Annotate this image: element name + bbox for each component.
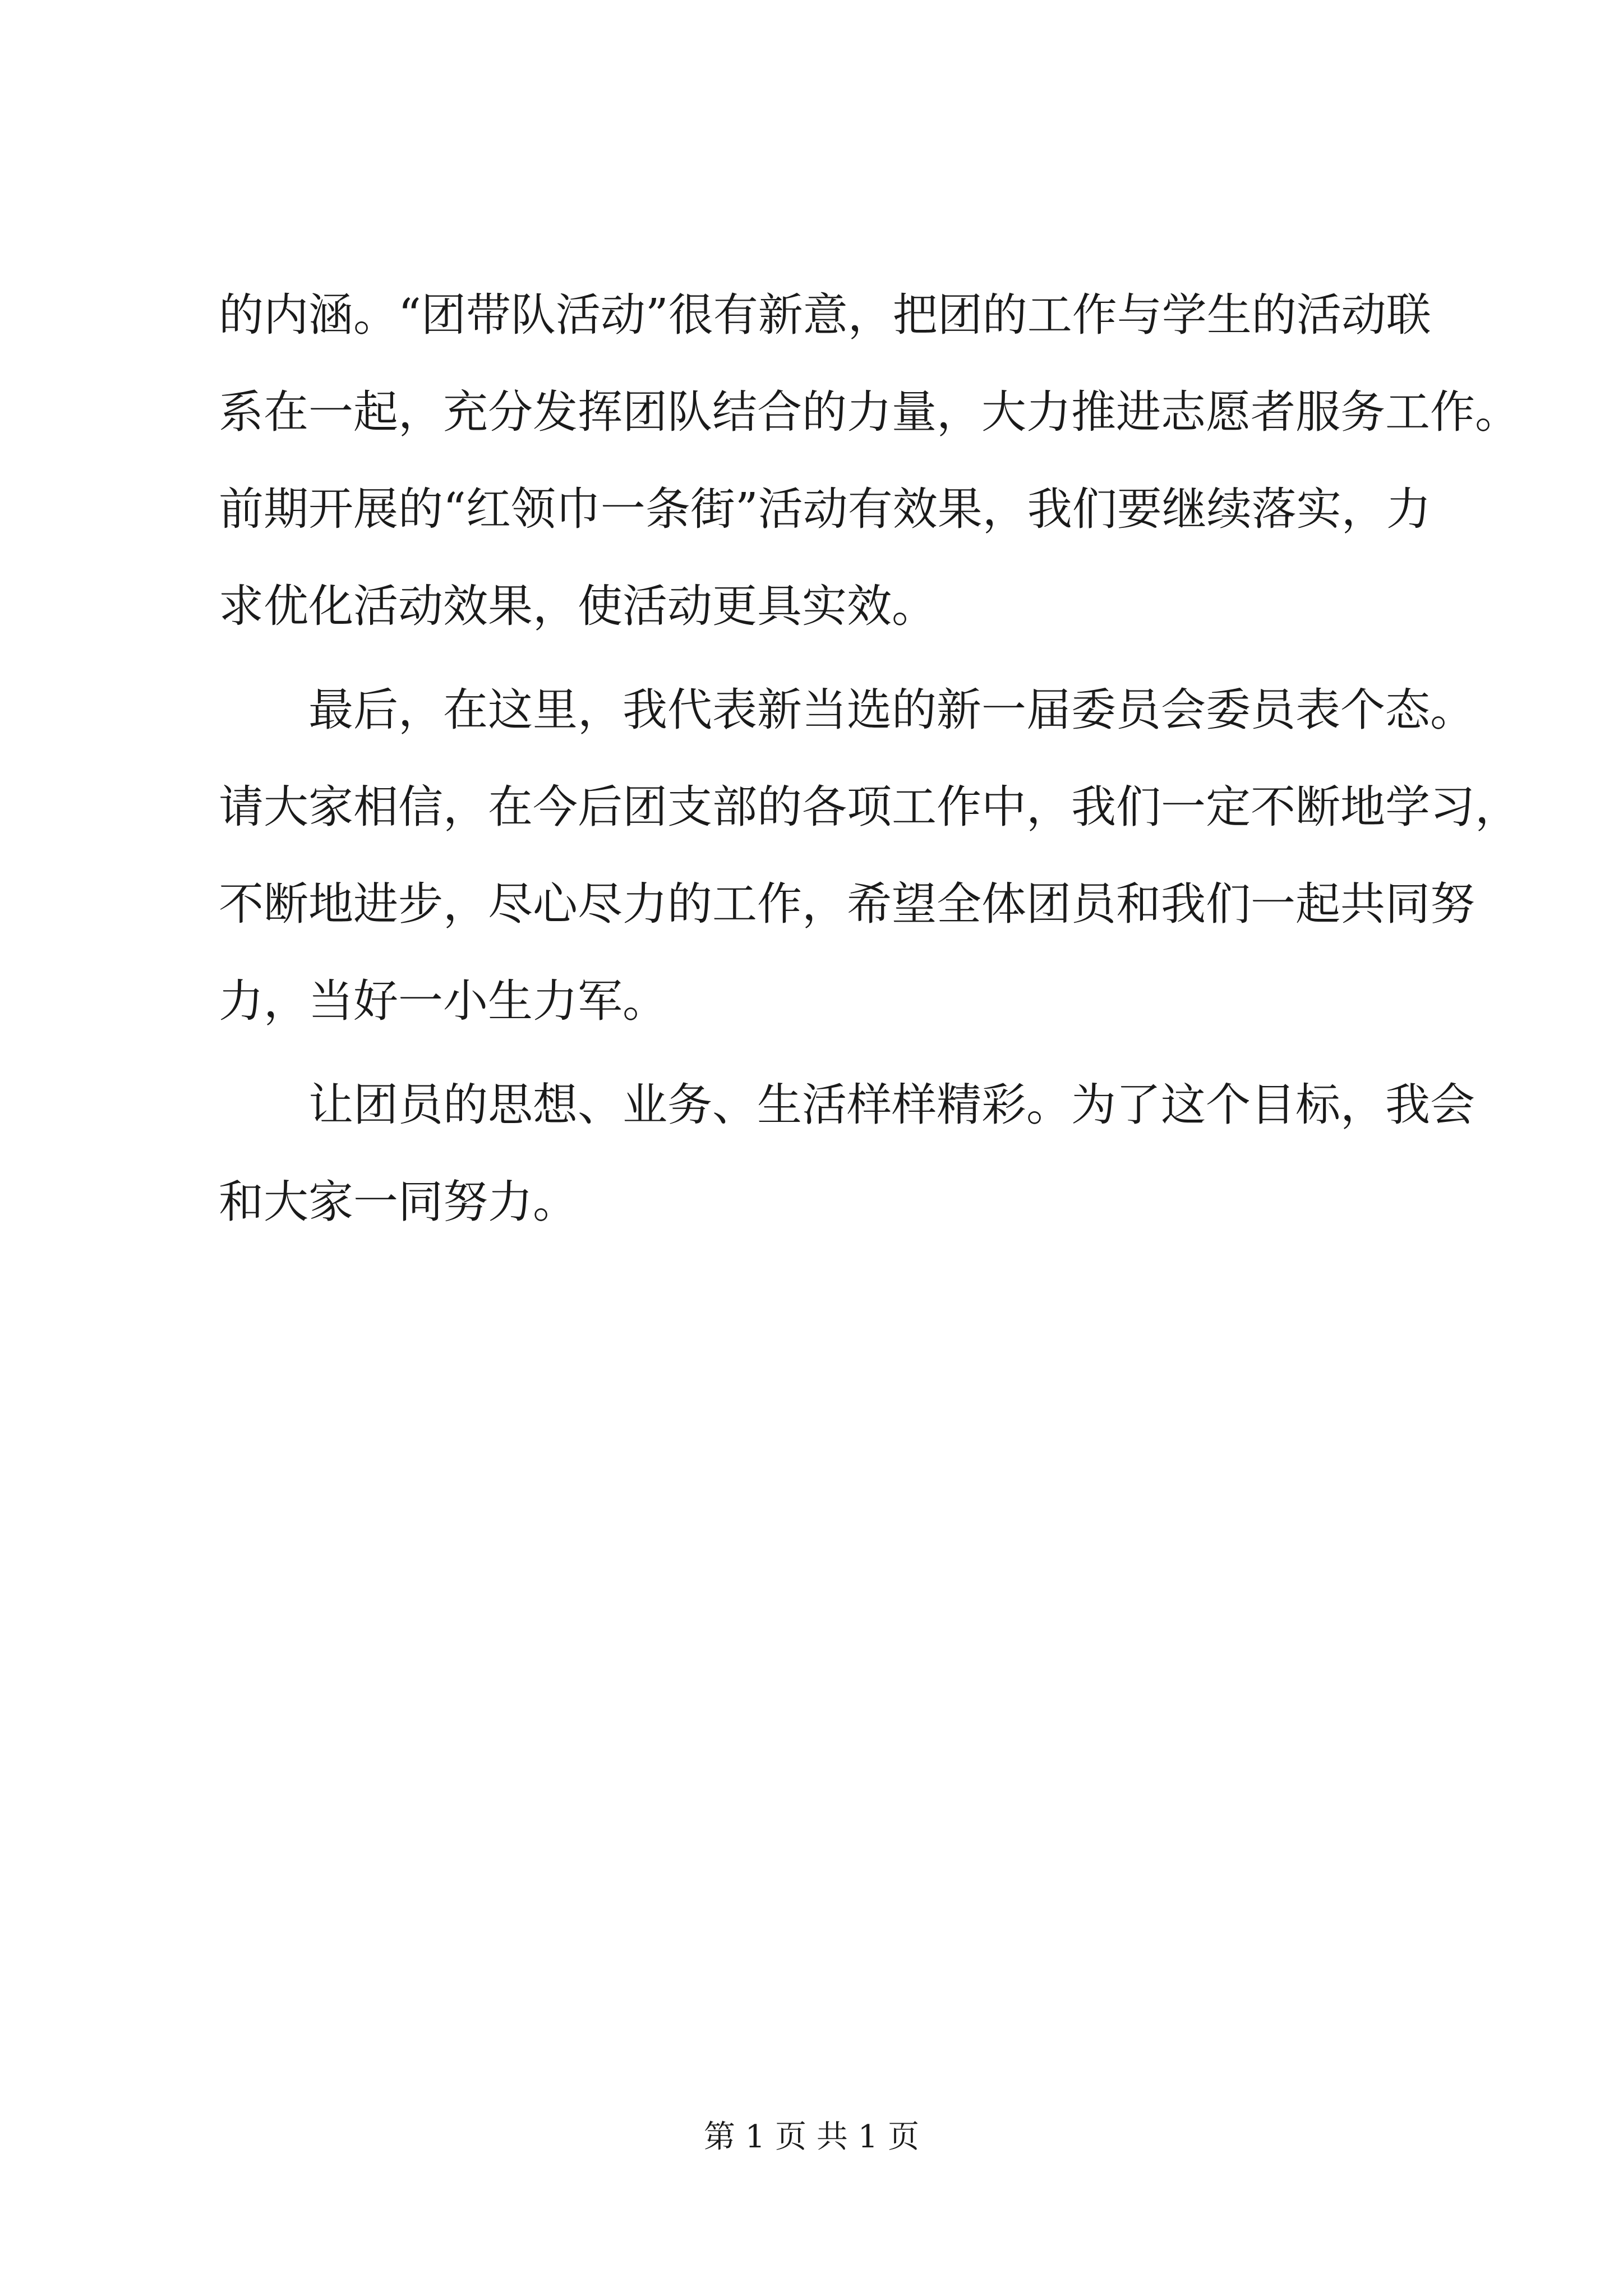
paragraph-line: 和大家一同努力。 [219,1176,578,1228]
document-body [219,266,1520,1250]
paragraph-line: 前期开展的“红领巾一条街”活动有效果，我们要继续落实，力 [219,483,1431,535]
paragraph-line: 请大家相信，在今后团支部的各项工作中，我们一定不断地学习， [219,781,1520,833]
paragraph-line: 系在一起，充分发挥团队结合的力量，大力推进志愿者服务工作。 [219,386,1520,438]
paragraph-3 [219,1056,1475,1250]
paragraph-2 [219,661,1520,1050]
paragraph-line: 不断地进步，尽心尽力的工作，希望全体团员和我们一起共同努 [219,878,1475,930]
paragraph-line: 让团员的思想、业务、生活样样精彩。为了这个目标，我会 [308,1079,1475,1131]
paragraph-line: 最后，在这里，我代表新当选的新一届委员会委员表个态。 [308,684,1475,736]
paragraph-1 [219,266,1520,655]
paragraph-line: 的内涵。“团带队活动”很有新意，把团的工作与学生的活动联 [219,289,1431,341]
page-footer: 第 1 页 共 1 页 [703,2119,920,2155]
paragraph-line: 力，当好一小生力军。 [219,975,667,1027]
paragraph-line: 求优化活动效果，使活动更具实效。 [219,580,937,632]
